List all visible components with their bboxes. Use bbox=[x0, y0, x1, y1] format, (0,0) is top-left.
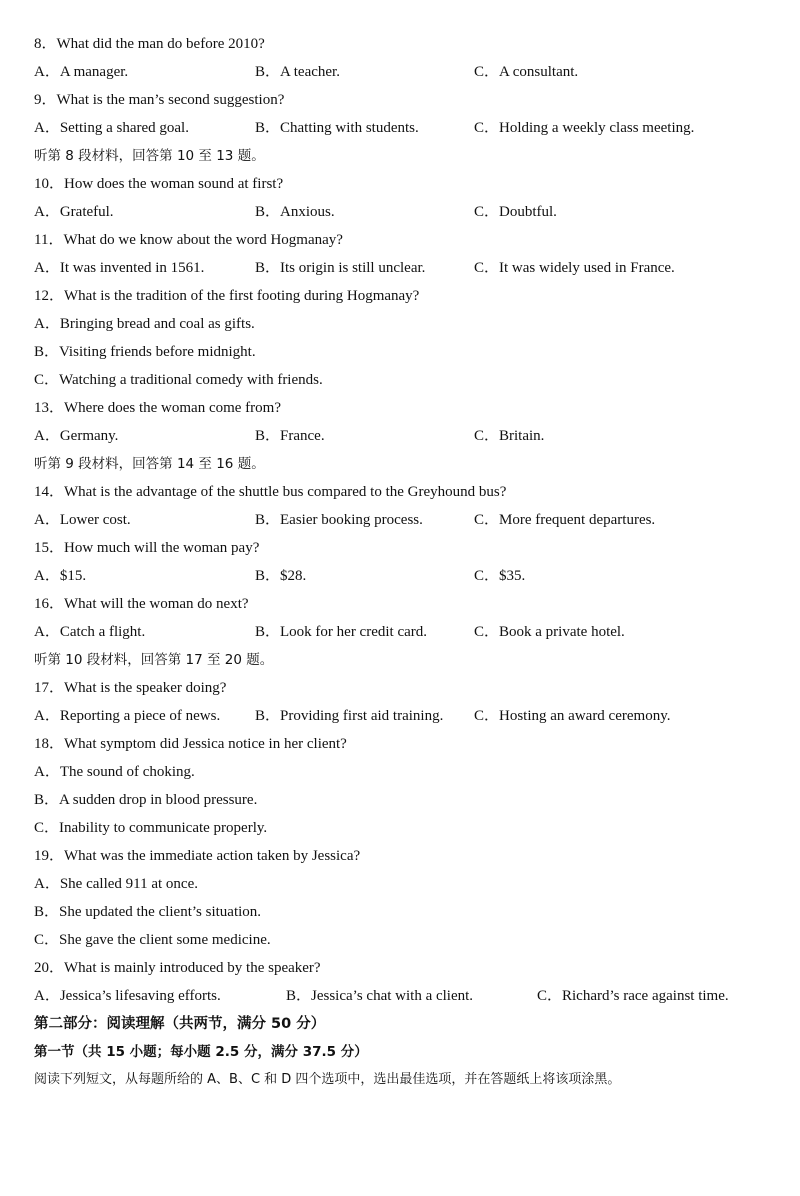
q20-option-b: B．Jessica’s chat with a client. bbox=[286, 988, 474, 1004]
q11-option-b: B．Its origin is still unclear. bbox=[255, 260, 426, 276]
q16-option-b: B．Look for her credit card. bbox=[255, 624, 428, 640]
q8-option-b: B．A teacher. bbox=[255, 64, 340, 80]
q20-option-c: C．Richard’s race against time. bbox=[537, 988, 729, 1004]
question-14: 14．What is the advantage of the shuttle bus compared to the Greyhound bus? bbox=[34, 484, 507, 500]
q17-option-c: C．Hosting an award ceremony. bbox=[474, 708, 671, 724]
q13-option-a: A．Germany. bbox=[34, 428, 119, 444]
q17-option-b: B．Providing first aid training. bbox=[255, 708, 444, 724]
question-8: 8．What did the man do before 2010? bbox=[34, 36, 265, 52]
question-11: 11．What do we know about the word Hogmanay? bbox=[34, 232, 343, 248]
part2-title: 第二部分：阅读理解（共两节，满分 50 分） bbox=[34, 1016, 326, 1032]
q18-option-b: B．A sudden drop in blood pressure. bbox=[34, 792, 258, 808]
q13-option-c: C．Britain. bbox=[474, 428, 545, 444]
question-17: 17．What is the speaker doing? bbox=[34, 680, 227, 696]
q9-option-b: B．Chatting with students. bbox=[255, 120, 419, 136]
q14-option-b: B．Easier booking process. bbox=[255, 512, 423, 528]
q18-option-a: A．The sound of choking. bbox=[34, 764, 195, 780]
q18-option-c: C．Inability to communicate properly. bbox=[34, 820, 268, 836]
question-9: 9．What is the man’s second suggestion? bbox=[34, 92, 285, 108]
q14-option-a: A．Lower cost. bbox=[34, 512, 131, 528]
q13-option-b: B．France. bbox=[255, 428, 325, 444]
q10-option-c: C．Doubtful. bbox=[474, 204, 557, 220]
q19-option-b: B．She updated the client’s situation. bbox=[34, 904, 262, 920]
q16-option-c: C．Book a private hotel. bbox=[474, 624, 625, 640]
q11-option-c: C．It was widely used in France. bbox=[474, 260, 675, 276]
part2-instruction: 阅读下列短文，从每题所给的 A、B、C 和 D 四个选项中，选出最佳选项，并在答题纸上将该项涂黑。 bbox=[34, 1072, 621, 1087]
q12-option-c: C．Watching a traditional comedy with friends. bbox=[34, 372, 323, 388]
q15-option-b: B．$28. bbox=[255, 568, 307, 584]
q20-option-a: A．Jessica’s lifesaving efforts. bbox=[34, 988, 221, 1004]
section-note-8: 听第 8 段材料，回答第 10 至 13 题。 bbox=[34, 148, 265, 164]
question-16: 16．What will the woman do next? bbox=[34, 596, 249, 612]
part2-section1-title: 第一节（共 15 小题；每小题 2.5 分，满分 37.5 分） bbox=[34, 1044, 368, 1060]
q12-option-b: B．Visiting friends before midnight. bbox=[34, 344, 256, 360]
section-note-10: 听第 10 段材料，回答第 17 至 20 题。 bbox=[34, 652, 274, 668]
q9-option-a: A．Setting a shared goal. bbox=[34, 120, 189, 136]
question-20: 20．What is mainly introduced by the speaker? bbox=[34, 960, 321, 976]
question-12: 12．What is the tradition of the first footing during Hogmanay? bbox=[34, 288, 420, 304]
q10-option-b: B．Anxious. bbox=[255, 204, 335, 220]
q15-option-c: C．$35. bbox=[474, 568, 526, 584]
question-13: 13．Where does the woman come from? bbox=[34, 400, 281, 416]
q19-option-a: A．She called 911 at once. bbox=[34, 876, 198, 892]
q19-option-c: C．She gave the client some medicine. bbox=[34, 932, 271, 948]
q10-option-a: A．Grateful. bbox=[34, 204, 114, 220]
q16-option-a: A．Catch a flight. bbox=[34, 624, 146, 640]
q8-option-a: A．A manager. bbox=[34, 64, 129, 80]
q17-option-a: A．Reporting a piece of news. bbox=[34, 708, 221, 724]
q14-option-c: C．More frequent departures. bbox=[474, 512, 656, 528]
q9-option-c: C．Holding a weekly class meeting. bbox=[474, 120, 695, 136]
section-note-9: 听第 9 段材料，回答第 14 至 16 题。 bbox=[34, 456, 265, 472]
q12-option-a: A．Bringing bread and coal as gifts. bbox=[34, 316, 255, 332]
q8-option-c: C．A consultant. bbox=[474, 64, 579, 80]
question-10: 10．How does the woman sound at first? bbox=[34, 176, 284, 192]
question-15: 15．How much will the woman pay? bbox=[34, 540, 260, 556]
q11-option-a: A．It was invented in 1561. bbox=[34, 260, 205, 276]
question-18: 18．What symptom did Jessica notice in her client? bbox=[34, 736, 347, 752]
q15-option-a: A．$15. bbox=[34, 568, 87, 584]
question-19: 19．What was the immediate action taken by Jessica? bbox=[34, 848, 361, 864]
